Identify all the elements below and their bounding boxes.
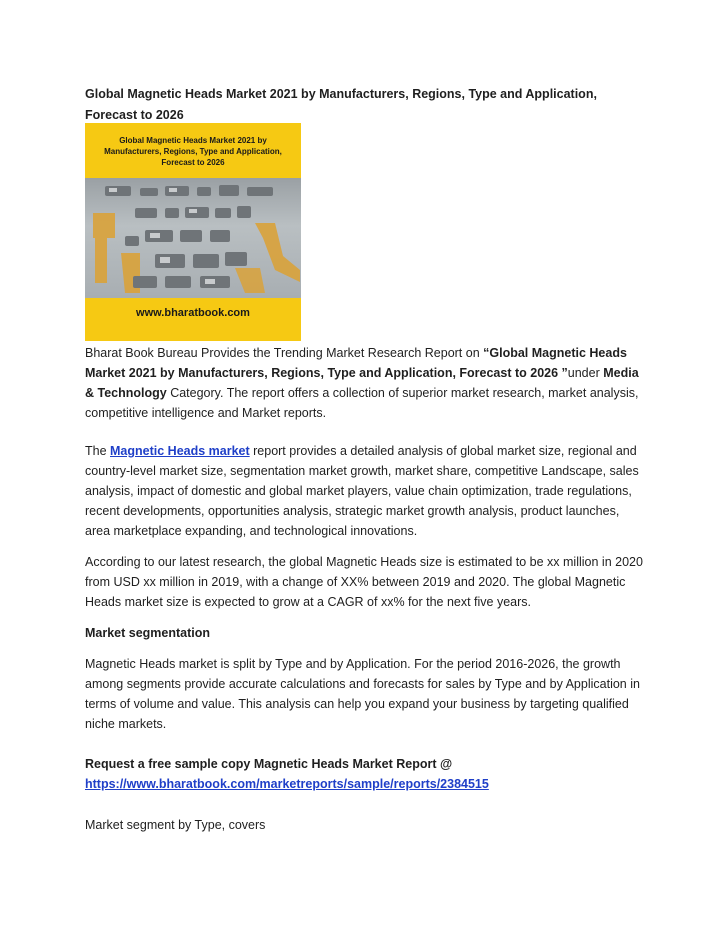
- report-overview-paragraph: [85, 441, 645, 541]
- intro-category: Media & Technology: [85, 366, 639, 400]
- cover-title: [93, 135, 293, 168]
- cover-title-line-2: Manufacturers, Regions, Type and Application,: [104, 147, 282, 156]
- magnetic-heads-photo: [85, 178, 301, 298]
- cover-title-line-3: Forecast to 2026: [161, 158, 225, 167]
- cover-title-line-1: Global Magnetic Heads Market 2021 by: [119, 136, 267, 145]
- report-cover-image: [85, 123, 301, 341]
- intro-paragraph: [85, 343, 645, 423]
- magnetic-heads-market-link[interactable]: Magnetic Heads market: [110, 444, 250, 458]
- intro-text-1: Bharat Book Bureau Provides the Trending Market Research Report on: [85, 346, 484, 360]
- segmentation-paragraph: Magnetic Heads market is split by Type and by Application. For the period 2016-2026, the growth among segments provide accurate calculations and forecasts for sales by Type and by Application in terms of volume and value. This analysis can help you expand your business by targeting qualified niche markets.: [85, 657, 640, 731]
- intro-report-title: “Global Magnetic Heads Market 2021 by Manufacturers, Regions, Type and Application, Forecast to 2026 ”: [85, 346, 627, 380]
- sample-link-line: [85, 774, 645, 794]
- intro-text-3: Category. The report offers a collection of superior market research, market analysis, competitive intelligence and Market reports.: [85, 386, 639, 420]
- segment-by-type-text: Market segment by Type, covers: [85, 818, 266, 832]
- title-line-2: Forecast to 2026: [85, 108, 184, 122]
- sample-report-link[interactable]: https://www.bharatbook.com/marketreports/sample/reports/2384515: [85, 777, 489, 791]
- report-title: [85, 84, 625, 126]
- research-estimate-paragraph: According to our latest research, the global Magnetic Heads size is estimated to be xx million in 2020 from USD xx million in 2019, with a change of XX% between 2019 and 2020. The global Magnetic Heads market size is expected to grow at a CAGR of xx% for the next five years.: [85, 555, 643, 609]
- segmentation-heading: Market segmentation: [85, 626, 211, 640]
- overview-prefix: The: [85, 444, 111, 458]
- title-line-1: Global Magnetic Heads Market 2021 by Manufacturers, Regions, Type and Application,: [85, 87, 597, 101]
- overview-text: report provides a detailed analysis of global market size, regional and country-level market size, segmentation market growth, market share, competitive Landscape, sales analysis, impact of domestic and global market players, value chain optimization, trade regulations, recent developments, opportunities analysis, strategic market growth analysis, product launches, area marketplace expanding, and technological innovations.: [85, 444, 639, 538]
- intro-text-2: under: [567, 366, 604, 380]
- cover-url: www.bharatbook.com: [136, 307, 250, 319]
- magnetic-heads-illustration: [85, 178, 301, 298]
- sample-request-heading: Request a free sample copy Magnetic Heads Market Report @: [85, 757, 453, 771]
